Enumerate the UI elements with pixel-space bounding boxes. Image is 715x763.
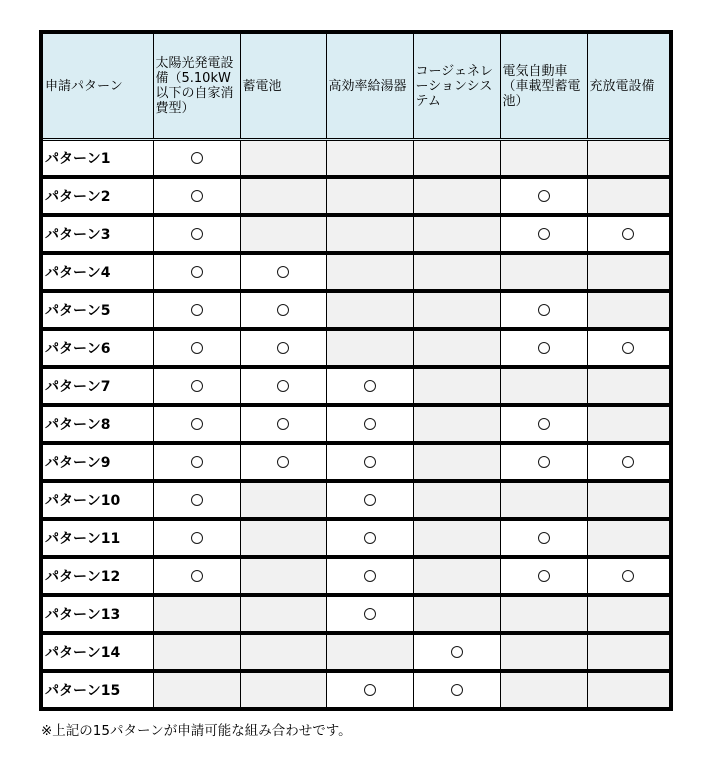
cell-storage-battery bbox=[240, 140, 326, 178]
cell-efficient-water-heater bbox=[326, 519, 413, 557]
cell-cogeneration-system bbox=[413, 443, 500, 481]
circle-mark-icon bbox=[191, 418, 203, 430]
header-electric-vehicle: 電気自動車（車載型蓄電池） bbox=[500, 32, 587, 140]
table-row bbox=[41, 481, 671, 519]
cell-electric-vehicle bbox=[500, 140, 587, 178]
cell-cogeneration-system bbox=[413, 519, 500, 557]
pattern-label: パターン13 bbox=[41, 595, 153, 633]
cell-storage-battery bbox=[240, 367, 326, 405]
cell-electric-vehicle bbox=[500, 253, 587, 291]
pattern-label: パターン8 bbox=[41, 405, 153, 443]
cell-electric-vehicle bbox=[500, 481, 587, 519]
cell-charge-discharge-equipment bbox=[587, 253, 671, 291]
cell-cogeneration-system bbox=[413, 140, 500, 178]
cell-efficient-water-heater bbox=[326, 633, 413, 671]
circle-mark-icon bbox=[277, 418, 289, 430]
cell-solar-power bbox=[153, 367, 240, 405]
cell-storage-battery bbox=[240, 633, 326, 671]
cell-electric-vehicle bbox=[500, 557, 587, 595]
pattern-label: パターン3 bbox=[41, 215, 153, 253]
cell-storage-battery bbox=[240, 557, 326, 595]
cell-charge-discharge-equipment bbox=[587, 633, 671, 671]
pattern-label: パターン11 bbox=[41, 519, 153, 557]
table-row bbox=[41, 253, 671, 291]
table-row bbox=[41, 443, 671, 481]
circle-mark-icon bbox=[191, 266, 203, 278]
circle-mark-icon bbox=[538, 418, 550, 430]
cell-solar-power bbox=[153, 140, 240, 178]
circle-mark-icon bbox=[364, 570, 376, 582]
header-storage-battery: 蓄電池 bbox=[240, 32, 326, 140]
cell-cogeneration-system bbox=[413, 671, 500, 709]
cell-solar-power bbox=[153, 215, 240, 253]
circle-mark-icon bbox=[451, 684, 463, 696]
cell-efficient-water-heater bbox=[326, 140, 413, 178]
circle-mark-icon bbox=[364, 532, 376, 544]
header-cogeneration-system: コージェネレーションシステム bbox=[413, 32, 500, 140]
circle-mark-icon bbox=[538, 456, 550, 468]
circle-mark-icon bbox=[538, 304, 550, 316]
cell-storage-battery bbox=[240, 215, 326, 253]
cell-cogeneration-system bbox=[413, 633, 500, 671]
table-row bbox=[41, 177, 671, 215]
pattern-table-body bbox=[41, 140, 671, 710]
table-row bbox=[41, 291, 671, 329]
header-solar-power: 太陽光発電設備（5.10kW以下の自家消費型） bbox=[153, 32, 240, 140]
circle-mark-icon bbox=[538, 190, 550, 202]
cell-solar-power bbox=[153, 405, 240, 443]
circle-mark-icon bbox=[364, 418, 376, 430]
cell-solar-power bbox=[153, 633, 240, 671]
cell-electric-vehicle bbox=[500, 177, 587, 215]
circle-mark-icon bbox=[364, 684, 376, 696]
cell-storage-battery bbox=[240, 253, 326, 291]
cell-efficient-water-heater bbox=[326, 405, 413, 443]
circle-mark-icon bbox=[451, 646, 463, 658]
cell-electric-vehicle bbox=[500, 671, 587, 709]
cell-cogeneration-system bbox=[413, 595, 500, 633]
cell-solar-power bbox=[153, 671, 240, 709]
cell-efficient-water-heater bbox=[326, 557, 413, 595]
cell-efficient-water-heater bbox=[326, 215, 413, 253]
cell-efficient-water-heater bbox=[326, 595, 413, 633]
circle-mark-icon bbox=[191, 152, 203, 164]
header-row bbox=[41, 32, 671, 140]
application-pattern-table bbox=[39, 30, 673, 711]
cell-solar-power bbox=[153, 481, 240, 519]
circle-mark-icon bbox=[538, 570, 550, 582]
cell-electric-vehicle bbox=[500, 595, 587, 633]
table-row bbox=[41, 519, 671, 557]
cell-solar-power bbox=[153, 329, 240, 367]
cell-charge-discharge-equipment bbox=[587, 481, 671, 519]
cell-electric-vehicle bbox=[500, 329, 587, 367]
circle-mark-icon bbox=[277, 304, 289, 316]
circle-mark-icon bbox=[622, 456, 634, 468]
table-row bbox=[41, 557, 671, 595]
circle-mark-icon bbox=[191, 380, 203, 392]
cell-cogeneration-system bbox=[413, 367, 500, 405]
cell-efficient-water-heater bbox=[326, 443, 413, 481]
pattern-label: パターン9 bbox=[41, 443, 153, 481]
cell-solar-power bbox=[153, 443, 240, 481]
table-row bbox=[41, 671, 671, 709]
cell-charge-discharge-equipment bbox=[587, 177, 671, 215]
circle-mark-icon bbox=[277, 342, 289, 354]
cell-charge-discharge-equipment bbox=[587, 291, 671, 329]
cell-electric-vehicle bbox=[500, 291, 587, 329]
cell-efficient-water-heater bbox=[326, 253, 413, 291]
cell-storage-battery bbox=[240, 291, 326, 329]
circle-mark-icon bbox=[277, 266, 289, 278]
cell-charge-discharge-equipment bbox=[587, 140, 671, 178]
cell-charge-discharge-equipment bbox=[587, 329, 671, 367]
cell-charge-discharge-equipment bbox=[587, 671, 671, 709]
pattern-label: パターン14 bbox=[41, 633, 153, 671]
cell-cogeneration-system bbox=[413, 557, 500, 595]
pattern-label: パターン1 bbox=[41, 140, 153, 178]
cell-efficient-water-heater bbox=[326, 329, 413, 367]
cell-cogeneration-system bbox=[413, 215, 500, 253]
pattern-label: パターン2 bbox=[41, 177, 153, 215]
cell-efficient-water-heater bbox=[326, 671, 413, 709]
cell-cogeneration-system bbox=[413, 329, 500, 367]
table-row bbox=[41, 367, 671, 405]
circle-mark-icon bbox=[277, 380, 289, 392]
cell-electric-vehicle bbox=[500, 443, 587, 481]
circle-mark-icon bbox=[538, 342, 550, 354]
cell-electric-vehicle bbox=[500, 405, 587, 443]
pattern-label: パターン12 bbox=[41, 557, 153, 595]
cell-storage-battery bbox=[240, 405, 326, 443]
cell-cogeneration-system bbox=[413, 481, 500, 519]
table-row bbox=[41, 405, 671, 443]
pattern-label: パターン6 bbox=[41, 329, 153, 367]
cell-efficient-water-heater bbox=[326, 481, 413, 519]
circle-mark-icon bbox=[191, 228, 203, 240]
cell-storage-battery bbox=[240, 329, 326, 367]
header-application-pattern: 申請パターン bbox=[41, 32, 153, 140]
cell-electric-vehicle bbox=[500, 215, 587, 253]
cell-charge-discharge-equipment bbox=[587, 519, 671, 557]
cell-electric-vehicle bbox=[500, 633, 587, 671]
circle-mark-icon bbox=[191, 570, 203, 582]
circle-mark-icon bbox=[622, 228, 634, 240]
table-row bbox=[41, 633, 671, 671]
cell-cogeneration-system bbox=[413, 405, 500, 443]
footnote: ※上記の15パターンが申請可能な組み合わせです。 bbox=[41, 723, 352, 739]
pattern-label: パターン5 bbox=[41, 291, 153, 329]
pattern-label: パターン15 bbox=[41, 671, 153, 709]
header-efficient-water-heater: 高効率給湯器 bbox=[326, 32, 413, 140]
circle-mark-icon bbox=[191, 190, 203, 202]
table-row bbox=[41, 595, 671, 633]
table-row bbox=[41, 215, 671, 253]
circle-mark-icon bbox=[364, 608, 376, 620]
cell-cogeneration-system bbox=[413, 253, 500, 291]
cell-electric-vehicle bbox=[500, 519, 587, 557]
cell-storage-battery bbox=[240, 519, 326, 557]
cell-charge-discharge-equipment bbox=[587, 367, 671, 405]
circle-mark-icon bbox=[191, 532, 203, 544]
header-charge-discharge-equipment: 充放電設備 bbox=[587, 32, 671, 140]
pattern-label: パターン10 bbox=[41, 481, 153, 519]
circle-mark-icon bbox=[191, 304, 203, 316]
cell-solar-power bbox=[153, 253, 240, 291]
cell-charge-discharge-equipment bbox=[587, 405, 671, 443]
circle-mark-icon bbox=[364, 380, 376, 392]
circle-mark-icon bbox=[538, 532, 550, 544]
cell-charge-discharge-equipment bbox=[587, 595, 671, 633]
cell-solar-power bbox=[153, 595, 240, 633]
pattern-label: パターン4 bbox=[41, 253, 153, 291]
cell-storage-battery bbox=[240, 595, 326, 633]
circle-mark-icon bbox=[364, 494, 376, 506]
cell-charge-discharge-equipment bbox=[587, 557, 671, 595]
pattern-table-container bbox=[39, 30, 673, 711]
cell-solar-power bbox=[153, 291, 240, 329]
pattern-label: パターン7 bbox=[41, 367, 153, 405]
circle-mark-icon bbox=[191, 456, 203, 468]
cell-cogeneration-system bbox=[413, 177, 500, 215]
cell-storage-battery bbox=[240, 443, 326, 481]
circle-mark-icon bbox=[622, 342, 634, 354]
cell-solar-power bbox=[153, 557, 240, 595]
cell-efficient-water-heater bbox=[326, 291, 413, 329]
cell-electric-vehicle bbox=[500, 367, 587, 405]
cell-solar-power bbox=[153, 519, 240, 557]
circle-mark-icon bbox=[191, 342, 203, 354]
circle-mark-icon bbox=[622, 570, 634, 582]
circle-mark-icon bbox=[277, 456, 289, 468]
cell-charge-discharge-equipment bbox=[587, 443, 671, 481]
circle-mark-icon bbox=[538, 228, 550, 240]
cell-efficient-water-heater bbox=[326, 177, 413, 215]
cell-storage-battery bbox=[240, 177, 326, 215]
cell-storage-battery bbox=[240, 481, 326, 519]
table-row bbox=[41, 329, 671, 367]
cell-solar-power bbox=[153, 177, 240, 215]
cell-charge-discharge-equipment bbox=[587, 215, 671, 253]
cell-efficient-water-heater bbox=[326, 367, 413, 405]
cell-cogeneration-system bbox=[413, 291, 500, 329]
table-row bbox=[41, 140, 671, 178]
cell-storage-battery bbox=[240, 671, 326, 709]
circle-mark-icon bbox=[191, 494, 203, 506]
circle-mark-icon bbox=[364, 456, 376, 468]
